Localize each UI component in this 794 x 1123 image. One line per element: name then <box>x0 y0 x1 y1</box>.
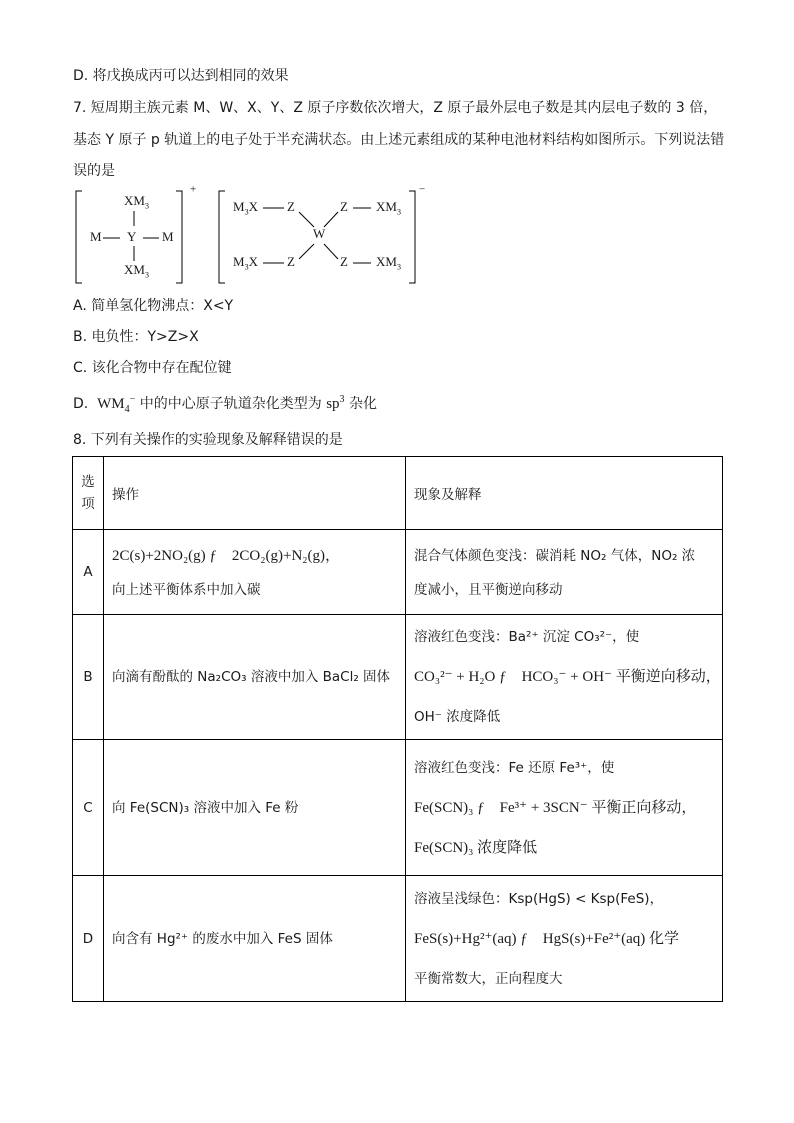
cation-right-atom: M <box>162 229 174 244</box>
header-operation: 操作 <box>104 457 406 530</box>
q7-option-a: A. 简单氢化物沸点：X<Y <box>73 298 234 314</box>
q7-option-b: B. 电负性：Y>Z>X <box>73 329 199 345</box>
row-explanation: 溶液红色变浅：Ba²⁺ 沉淀 CO₃²⁻，使 CO₃²⁻ + H₂O ƒ HCO₃⁻ + OH⁻ 平衡逆向移动， OH⁻ 浓度降低 <box>406 615 723 740</box>
q7-stem-line-2: 基态 Y 原子 p 轨道上的电子处于半充满状态。由上述元素组成的某种电池材料结构如图所示。下列说法错 <box>73 132 725 148</box>
row-operation: 向滴有酚酞的 Na₂CO₃ 溶液中加入 BaCl₂ 固体 <box>104 615 406 740</box>
row-explanation: 溶液红色变浅：Fe 还原 Fe³⁺，使 Fe(SCN)₃ ƒ Fe³⁺ + 3SCN⁻ 平衡正向移动， Fe(SCN)₃ 浓度降低 <box>406 740 723 876</box>
cation-left-atom: M <box>90 229 102 244</box>
anion-charge: − <box>419 183 426 196</box>
cation-bottom-group: $XM_3$ <box>124 262 149 280</box>
anion-left-bottom-group: $M_3X$ <box>233 254 258 272</box>
table-row <box>73 615 723 740</box>
q7-option-c: C. 该化合物中存在配位键 <box>73 360 232 376</box>
anion-z-bottom-right: Z <box>340 254 348 269</box>
q7-stem-line-1: 7. 短周期主族元素 M、W、X、Y、Z 原子序数依次增大，Z 原子最外层电子数是其内层电子数的 3 倍， <box>73 100 718 116</box>
anion-center-atom: W <box>313 226 326 241</box>
table-row <box>73 740 723 876</box>
row-operation: 向 Fe(SCN)₃ 溶液中加入 Fe 粉 <box>104 740 406 876</box>
anion-left-top-group: $M_3X$ <box>233 199 258 217</box>
cation-charge: + <box>190 183 197 196</box>
structure-figure <box>73 183 433 288</box>
row-label: B <box>73 615 104 740</box>
table-row <box>73 530 723 615</box>
row-label: C <box>73 740 104 876</box>
header-explanation: 现象及解释 <box>406 457 723 530</box>
anion-z-top-right: Z <box>340 199 348 214</box>
q7-stem-line-3: 误的是 <box>73 163 115 179</box>
anion-right-top-group: $XM_3$ <box>376 199 401 217</box>
table-row <box>73 876 723 1002</box>
q8-stem: 8. 下列有关操作的实验现象及解释错误的是 <box>73 432 343 448</box>
row-operation: 向含有 Hg²⁺ 的废水中加入 FeS 固体 <box>104 876 406 1002</box>
anion-z-top-left: Z <box>287 199 295 214</box>
row-explanation: 溶液呈浅绿色：Ksp(HgS) < Ksp(FeS)， FeS(s)+Hg²⁺(aq) ƒ HgS(s)+Fe²⁺(aq) 化学 平衡常数大，正向程度大 <box>406 876 723 1002</box>
q7-option-d: D. $WM_4^-$ 中的中心原子轨道杂化类型为 $sp^3$ 杂化 <box>73 394 377 415</box>
row-label: D <box>73 876 104 1002</box>
row-label: A <box>73 530 104 615</box>
q6-option-d: D. 将戊换成丙可以达到相同的效果 <box>73 68 289 84</box>
row-explanation: 混合气体颜色变浅：碳消耗 NO₂ 气体，NO₂ 浓 度减小，且平衡逆向移动 <box>406 530 723 615</box>
table-header-row <box>73 457 723 530</box>
experiment-table <box>72 456 723 1002</box>
anion-right-bottom-group: $XM_3$ <box>376 254 401 272</box>
cation-top-group: $XM_3$ <box>124 193 149 211</box>
header-option: 选项 <box>73 457 104 530</box>
cation-center-atom: Y <box>127 229 137 244</box>
row-operation: 2C(s)+2NO₂(g) ƒ 2CO₂(g)+N₂(g)， 向上述平衡体系中加入碳 <box>104 530 406 615</box>
anion-z-bottom-left: Z <box>287 254 295 269</box>
